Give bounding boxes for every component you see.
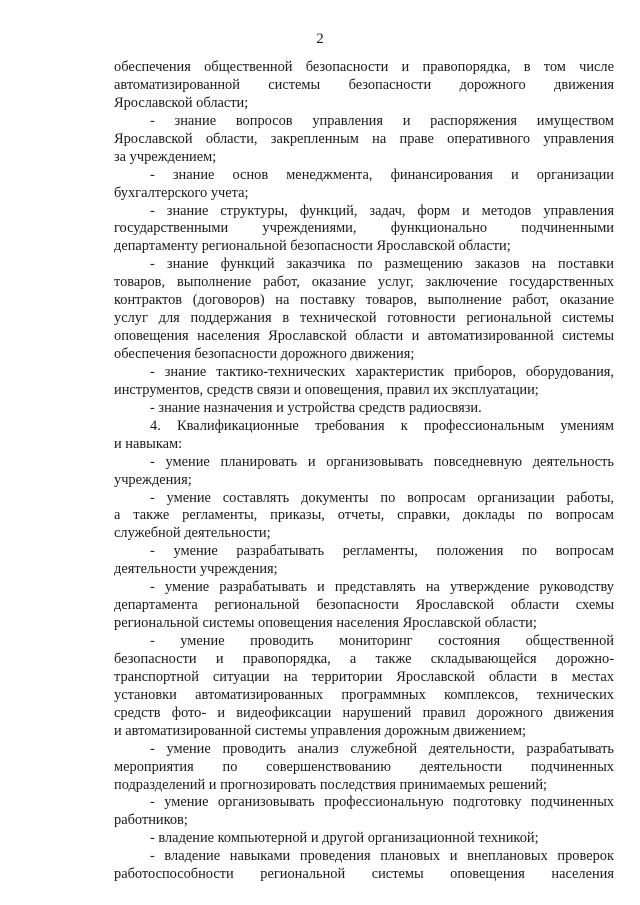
text-line: транспортной ситуации на территории Ярославской области в местах bbox=[114, 668, 614, 685]
text-line: - знание вопросов управления и распоряжения имуществом bbox=[150, 112, 614, 129]
text-line: мероприятия по совершенствованию деятельности подчиненных bbox=[114, 758, 614, 775]
text-line: и навыкам: bbox=[114, 435, 183, 452]
text-line: безопасности и правопорядка, а также складывающейся дорожно- bbox=[114, 650, 614, 667]
text-line: 4. Квалификационные требования к профессиональным умениям bbox=[150, 417, 614, 434]
text-line: услуг для поддержания в технической готовности региональной системы bbox=[114, 310, 614, 327]
text-line: служебной деятельности; bbox=[114, 525, 271, 542]
text-line: - умение составлять документы по вопросам организации работы, bbox=[150, 489, 614, 506]
text-line: - умение проводить анализ служебной деятельности, разрабатывать bbox=[150, 740, 614, 757]
text-line: контрактов (договоров) на поставку товаров, выполнение работ, оказание bbox=[114, 292, 614, 309]
text-line: а также регламенты, приказы, отчеты, справки, доклады по вопросам bbox=[114, 507, 614, 524]
text-line: обеспечения общественной безопасности и правопорядка, в том числе bbox=[114, 59, 614, 75]
text-line: средств фото- и видеофиксации нарушений правил дорожного движения bbox=[114, 704, 614, 721]
text-line: департаменту региональной безопасности Ярославской области; bbox=[114, 238, 511, 255]
text-line: учреждения; bbox=[114, 471, 192, 488]
text-line: - знание тактико-технических характеристик приборов, оборудования, bbox=[150, 363, 614, 380]
text-line: Ярославской области, закрепленным на праве оперативного управления bbox=[114, 130, 614, 147]
text-line: - умение планировать и организовывать повседневную деятельность bbox=[150, 453, 614, 470]
text-line: инструментов, средств связи и оповещения, правил их эксплуатации; bbox=[114, 381, 539, 398]
text-line: оповещения населения Ярославской области и автоматизированной системы bbox=[114, 328, 614, 345]
text-line: региональной системы оповещения населения Ярославской области; bbox=[114, 615, 537, 632]
document-body bbox=[114, 59, 614, 884]
text-line: - знание основ менеджмента, финансирования и организации bbox=[150, 166, 614, 183]
text-line: государственными учреждениями, функционально подчиненными bbox=[114, 220, 614, 237]
text-line: подразделений и прогнозировать последствия принимаемых решений; bbox=[114, 776, 548, 793]
text-line: работоспособности региональной системы оповещения населения bbox=[114, 866, 614, 883]
text-line: - владение компьютерной и другой организационной техникой; bbox=[150, 830, 539, 847]
text-line: - знание функций заказчика по размещению заказов на поставки bbox=[150, 256, 614, 273]
text-line: Ярославской области; bbox=[114, 94, 249, 111]
text-line: работников; bbox=[114, 812, 188, 829]
text-line: - умение разрабатывать регламенты, положения по вопросам bbox=[150, 543, 614, 560]
text-line: деятельности учреждения; bbox=[114, 561, 278, 578]
text-line: департамента региональной безопасности Ярославской области схемы bbox=[114, 597, 614, 614]
text-line: - умение организовывать профессиональную подготовку подчиненных bbox=[150, 794, 614, 811]
text-line: - знание назначения и устройства средств радиосвязи. bbox=[150, 399, 482, 416]
text-line: за учреждением; bbox=[114, 148, 217, 165]
text-line: и автоматизированной системы управления дорожным движением; bbox=[114, 722, 527, 739]
page-number: 2 bbox=[316, 31, 324, 47]
text-line: - умение разрабатывать и представлять на утверждение руководству bbox=[150, 579, 614, 596]
text-line: автоматизированной системы безопасности дорожного движения bbox=[114, 76, 614, 93]
text-line: - владение навыками проведения плановых и внеплановых проверок bbox=[150, 848, 614, 865]
text-line: бухгалтерского учета; bbox=[114, 184, 249, 201]
text-line: - умение проводить мониторинг состояния общественной bbox=[150, 633, 614, 649]
text-line: товаров, выполнение работ, оказание услуг, заключение государственных bbox=[114, 274, 614, 291]
text-line: установки автоматизированных программных комплексов, технических bbox=[114, 686, 614, 703]
text-line: обеспечения безопасности дорожного движения; bbox=[114, 346, 415, 362]
text-line: - знание структуры, функций, задач, форм и методов управления bbox=[150, 202, 614, 219]
